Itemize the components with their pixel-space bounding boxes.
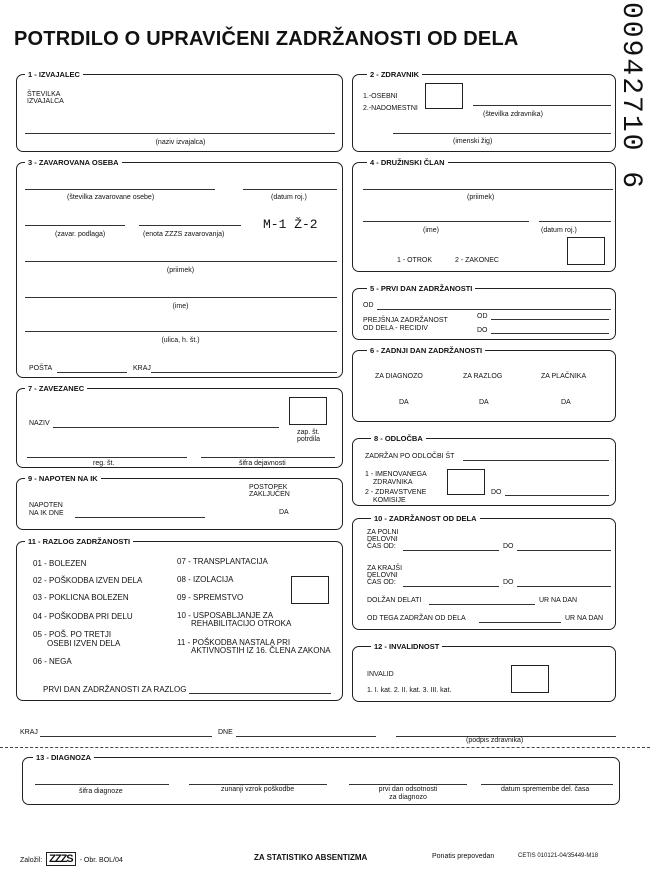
line-priimek[interactable] <box>25 261 337 262</box>
razlog-06: 06 - NEGA <box>33 657 72 666</box>
label-delovni-1: DELOVNI <box>367 536 398 543</box>
line-do-odl[interactable] <box>505 495 609 496</box>
line-reg[interactable] <box>27 457 187 458</box>
label-ulica: (ulica, h. št.) <box>161 337 200 344</box>
label-do-krajsi: DO <box>503 579 514 586</box>
razlog-08: 08 - IZOLACIJA <box>177 575 234 584</box>
label-sifra-dej: šifra dejavnosti <box>239 460 286 467</box>
section-prvi-dan <box>352 284 616 340</box>
razlog-09: 09 - SPREMSTVO <box>177 593 244 602</box>
label-komisije: KOMISIJE <box>373 497 406 504</box>
line-od[interactable] <box>377 309 611 310</box>
label-cas-od-2: ČAS OD: <box>367 579 396 586</box>
section-napoten <box>16 474 343 530</box>
section-razlog <box>16 537 343 701</box>
razlog-02: 02 - POŠKODBA IZVEN DELA <box>33 576 143 585</box>
section-invalidnost <box>352 642 616 702</box>
line-naziv-zav[interactable] <box>53 427 279 428</box>
section-11-legend: 11 - RAZLOG ZADRŽANOSTI <box>25 536 133 547</box>
serial-number: 00942710 6 <box>615 2 646 191</box>
label-odtega: OD TEGA ZADRŽAN OD DELA <box>367 615 466 622</box>
line-sifra-diag[interactable] <box>35 784 169 785</box>
label-enota: (enota ZZZS zavarovanja) <box>143 231 225 238</box>
section-12-legend: 12 - INVALIDNOST <box>371 641 442 652</box>
label-za-krajsi: ZA KRAJŠI <box>367 565 403 572</box>
line-ik-dne[interactable] <box>75 517 205 518</box>
section-4-legend: 4 - DRUŽINSKI ČLAN <box>367 157 448 168</box>
section-odlocba <box>352 434 616 506</box>
label-zakonec: 2 - ZAKONEC <box>455 257 499 264</box>
tear-line <box>0 747 650 748</box>
line-prvi-diag[interactable] <box>349 784 467 785</box>
section-1-legend: 1 - IZVAJALEC <box>25 69 83 80</box>
line-datum-roj[interactable] <box>243 189 337 190</box>
section-10-legend: 10 - ZADRŽANOST OD DELA <box>371 513 480 524</box>
section-9-legend: 9 - NAPOTEN NA IK <box>25 473 101 484</box>
label-za-polni: ZA POLNI <box>367 529 399 536</box>
section-zadrzanost <box>352 514 616 630</box>
line-ime-clan[interactable] <box>363 221 529 222</box>
section-7-legend: 7 - ZAVEZANEC <box>25 383 87 394</box>
label-kraj: KRAJ <box>133 365 151 372</box>
label-do-odl: DO <box>491 489 502 496</box>
label-dne: DNE <box>218 729 233 736</box>
label-nadomestni: 2.-NADOMESTNI <box>363 105 418 112</box>
razlog-10a: 10 - USPOSABLJANJE ZA <box>177 611 274 620</box>
label-cas-od-1: ČAS OD: <box>367 543 396 550</box>
footer-cetis: CETIS 010121-04/35449-M18 <box>518 853 599 859</box>
line-polni-od[interactable] <box>403 550 499 551</box>
line-naziv[interactable] <box>25 133 335 134</box>
razlog-01: 01 - BOLEZEN <box>33 559 87 568</box>
line-kraj[interactable] <box>151 372 337 373</box>
label-datum-clan: (datum roj.) <box>541 227 577 234</box>
label-obr: - Obr. BOL/04 <box>79 857 123 864</box>
label-delovni-2: DELOVNI <box>367 572 398 579</box>
label-od: OD <box>363 302 374 309</box>
razlog-05a: 05 - POŠ. PO TRETJI <box>33 630 112 639</box>
odlocba-checkbox[interactable] <box>447 469 485 495</box>
label-kraj-podpis: KRAJ <box>20 729 38 736</box>
line-dne[interactable] <box>236 736 376 737</box>
razlog-11a: 11 - POŠKODBA NASTALA PRI <box>177 638 291 647</box>
label-osebni: 1.-OSEBNI <box>363 93 398 100</box>
label-otrok: 1 - OTROK <box>397 257 433 264</box>
label-posta: POŠTA <box>29 365 53 372</box>
label-kategorije: 1. I. kat. 2. II. kat. 3. III. kat. <box>367 687 452 694</box>
label-imenovanega: 1 - IMENOVANEGA <box>365 471 427 478</box>
zdravnik-checkbox[interactable] <box>425 83 463 109</box>
label-prejsnja: PREJŠNJA ZADRŽANOST <box>363 317 448 324</box>
line-imenski[interactable] <box>393 133 611 134</box>
label-da-ik: DA <box>279 509 289 516</box>
label-priimek-clan: (priimek) <box>467 194 495 201</box>
clan-checkbox[interactable] <box>567 237 605 265</box>
section-6-legend: 6 - ZADNJI DAN ZADRŽANOSTI <box>367 345 485 356</box>
line-dolzan[interactable] <box>429 604 535 605</box>
line-prvi-dan-razlog[interactable] <box>189 693 331 694</box>
razlog-11b: AKTIVNOSTIH IZ 16. ČLENA ZAKONA <box>191 646 331 655</box>
label-ur-na-dan-2: UR NA DAN <box>565 615 604 622</box>
razlog-05b: OSEBI IZVEN DELA <box>47 639 121 648</box>
razlog-10b: REHABILITACIJO OTROKA <box>191 619 292 628</box>
label-postopek: POSTOPEK <box>249 484 288 491</box>
label-dolzan: DOLŽAN DELATI <box>367 597 422 604</box>
zap-st-box[interactable] <box>289 397 327 425</box>
line-zunanji[interactable] <box>189 784 327 785</box>
razlog-checkbox[interactable] <box>291 576 329 604</box>
section-13-legend: 13 - DIAGNOZA <box>33 752 94 763</box>
label-zdravstvene: 2 - ZDRAVSTVENE <box>365 489 427 496</box>
line-odlocba[interactable] <box>463 460 609 461</box>
line-enota[interactable] <box>139 225 241 226</box>
label-reg: reg. št. <box>93 460 115 467</box>
line-polni-do[interactable] <box>517 550 611 551</box>
label-za-razlog: ZA RAZLOG <box>463 373 503 380</box>
label-od-2: OD <box>477 313 488 320</box>
zzzs-logo: ZZZS <box>46 852 76 866</box>
section-druzinski-clan <box>352 158 616 272</box>
label-na-ik-dne: NA IK DNE <box>29 510 64 517</box>
line-st-zav[interactable] <box>25 189 215 190</box>
label-priimek: (priimek) <box>166 267 195 274</box>
line-odtega[interactable] <box>479 622 561 623</box>
section-izvajalec <box>16 70 343 152</box>
spol-mz: M-1 Ž-2 <box>263 217 318 232</box>
section-zavarovana-oseba <box>16 158 343 378</box>
line-datum-clan[interactable] <box>539 221 611 222</box>
label-zalozil: Založil: <box>20 857 43 864</box>
label-za-placnika: ZA PLAČNIKA <box>541 373 587 380</box>
label-da-1: DA <box>399 399 409 406</box>
line-posta[interactable] <box>57 372 127 373</box>
label-prvi-dan-razlog: PRVI DAN ZADRŽANOSTI ZA RAZLOG <box>43 685 187 694</box>
page-title: POTRDILO O UPRAVIČENI ZADRŽANOSTI OD DELA <box>14 28 519 50</box>
label-napoten: NAPOTEN <box>29 502 63 509</box>
label-podpis: (podpis zdravnika) <box>466 737 524 744</box>
label-zadrzan: ZADRŽAN PO ODLOČBI ŠT <box>365 453 455 460</box>
section-3-legend: 3 - ZAVAROVANA OSEBA <box>25 157 122 168</box>
label-da-3: DA <box>561 399 571 406</box>
line-priimek-clan[interactable] <box>363 189 613 190</box>
section-diagnoza <box>22 753 620 805</box>
label-za-diag: za diagnozo <box>389 794 427 801</box>
label-do: DO <box>477 327 488 334</box>
label-datum-spr: datum spremembe del. časa <box>501 786 590 793</box>
label-st-zav: (številka zavarovane osebe) <box>67 194 155 201</box>
line-ulica[interactable] <box>25 331 337 332</box>
label-datum-roj: (datum roj.) <box>271 194 307 201</box>
invalid-checkbox[interactable] <box>511 665 549 693</box>
label-zap: zap. št. <box>297 429 320 436</box>
label-st-zdravnika: (številka zdravnika) <box>483 111 543 118</box>
razlog-07: 07 - TRANSPLANTACIJA <box>177 557 268 566</box>
label-naziv-zav: NAZIV <box>29 420 50 427</box>
label-stevilka: ŠTEVILKA <box>27 91 61 98</box>
razlog-03: 03 - POKLICNA BOLEZEN <box>33 593 129 602</box>
line-sifra[interactable] <box>201 457 335 458</box>
section-5-legend: 5 - PRVI DAN ZADRŽANOSTI <box>367 283 475 294</box>
line-datum-spr[interactable] <box>481 784 613 785</box>
label-zakljucen: ZAKLJUČEN <box>249 491 290 498</box>
label-prvi-diag: prvi dan odsotnosti <box>378 786 438 793</box>
footer-ponatis: Ponatis prepovedan <box>432 853 495 860</box>
line-st-zdravnika[interactable] <box>473 105 611 106</box>
section-zavezanec <box>16 384 343 468</box>
section-8-legend: 8 - ODLOČBA <box>371 433 426 444</box>
footer-center: ZA STATISTIKO ABSENTIZMA <box>254 853 368 862</box>
razlog-04: 04 - POŠKODBA PRI DELU <box>33 612 133 621</box>
label-potrdila: potrdila <box>297 436 320 443</box>
section-2-legend: 2 - ZDRAVNIK <box>367 69 422 80</box>
label-ime: (ime) <box>172 303 189 310</box>
label-recidiv: OD DELA - RECIDIV <box>363 325 428 332</box>
line-do[interactable] <box>491 333 609 334</box>
label-do-polni: DO <box>503 543 514 550</box>
line-ime[interactable] <box>25 297 337 298</box>
label-ime-clan: (ime) <box>423 227 439 234</box>
line-od-2[interactable] <box>491 319 609 320</box>
label-naziv-izvajalca: (naziv izvajalca) <box>155 139 206 146</box>
footer-zalozil <box>20 852 123 866</box>
line-kraj-podpis[interactable] <box>40 736 212 737</box>
label-za-diagnozo: ZA DIAGNOZO <box>375 373 423 380</box>
label-invalid: INVALID <box>367 671 394 678</box>
section-zadnji-dan <box>352 346 616 422</box>
label-sifra-diag: šifra diagnoze <box>79 788 123 795</box>
label-zunanji: zunanji vzrok poškodbe <box>221 786 295 793</box>
section-zdravnik <box>352 70 616 152</box>
line-podlaga[interactable] <box>25 225 125 226</box>
label-imenski: (imenski žig) <box>453 138 493 145</box>
line-krajsi-do[interactable] <box>517 586 611 587</box>
label-ur-na-dan-1: UR NA DAN <box>539 597 578 604</box>
label-da-2: DA <box>479 399 489 406</box>
label-podlaga: (zavar. podlaga) <box>55 231 106 238</box>
line-krajsi-od[interactable] <box>403 586 499 587</box>
label-zdravnika: ZDRAVNIKA <box>373 479 413 486</box>
label-izvajalca: IZVAJALCA <box>27 98 64 105</box>
